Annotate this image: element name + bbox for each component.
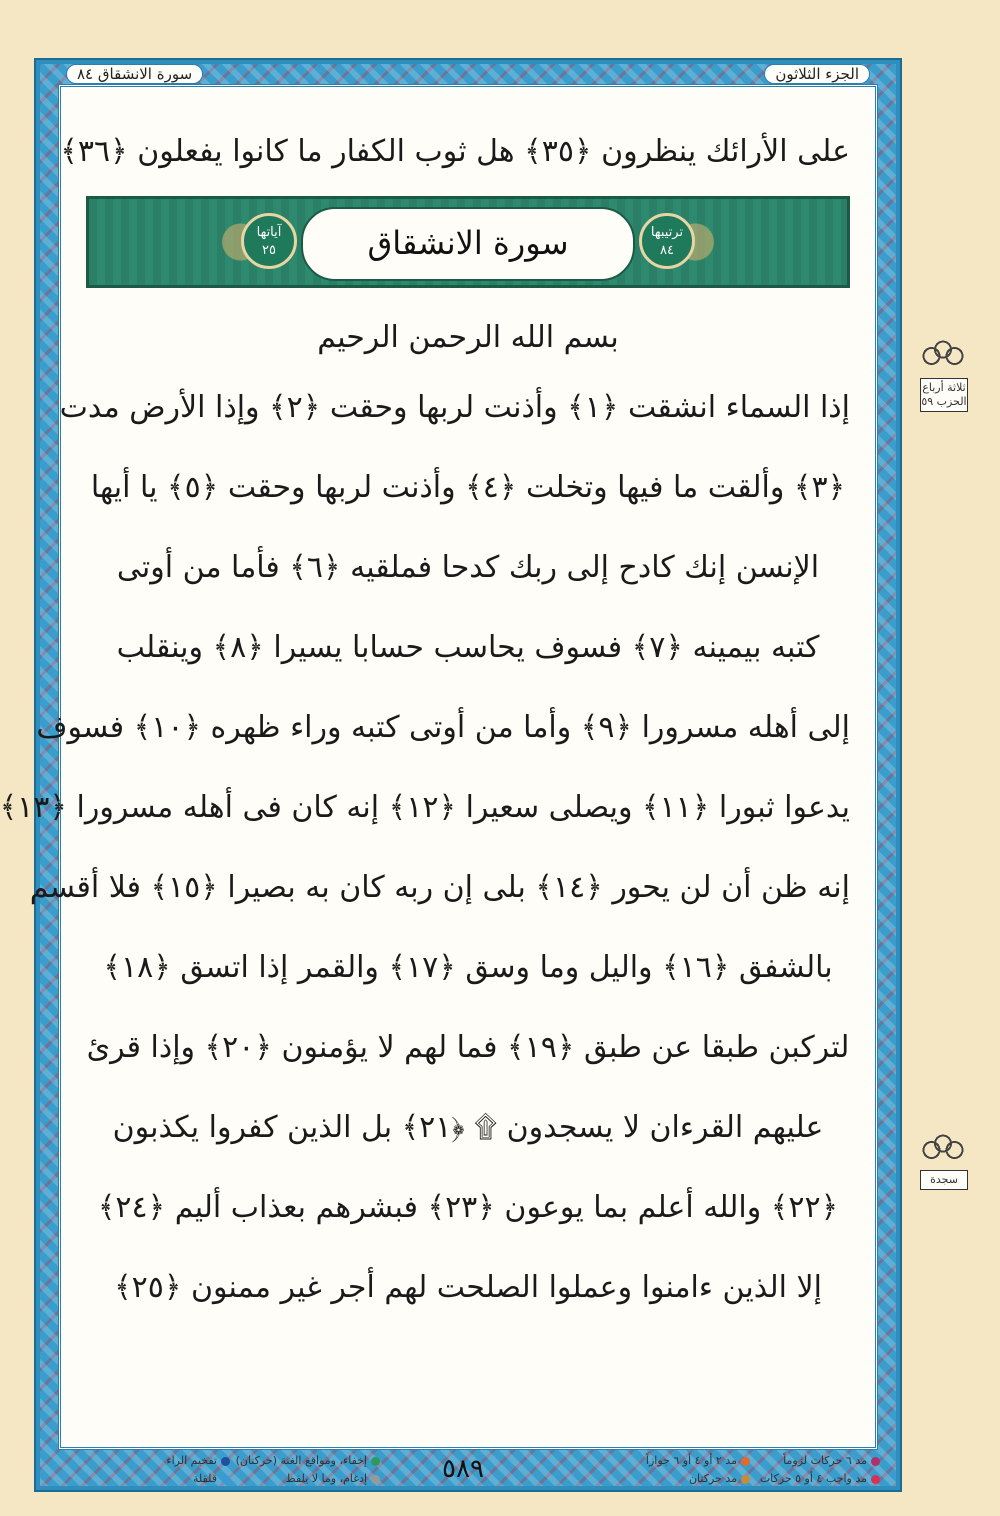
verses-count-medal — [241, 213, 297, 269]
verse-line: ﴿٣﴾ وألقت ما فيها وتخلت ﴿٤﴾ وأذنت لربها وحقت ﴿٥﴾ يا أيها — [90, 470, 846, 505]
verse-line: يدعوا ثبورا ﴿١١﴾ ويصلى سعيرا ﴿١٢﴾ إنه كان فى أهله مسرورا ﴿١٣﴾ — [0, 790, 850, 825]
hizb-marker: ثلاثة أرباع الحزب ٥٩ — [920, 378, 968, 412]
verse-line: إذا السماء انشقت ﴿١﴾ وأذنت لربها وحقت ﴿٢﴾ وإذا الأرض مدت — [59, 390, 850, 425]
legend-dot — [871, 1475, 880, 1484]
legend-dot — [741, 1457, 750, 1466]
legend-text: مد ٦ حركات لزوماً — [783, 1454, 867, 1467]
legend-item — [646, 1454, 750, 1467]
juz-label: الجزء الثلاثون — [764, 64, 870, 84]
surah-order-medal — [639, 213, 695, 269]
verses-count-label: آياتها — [256, 225, 282, 240]
page-header — [58, 62, 878, 84]
verse-line: إنه ظن أن لن يحور ﴿١٤﴾ بلى إن ربه كان به بصيرا ﴿١٥﴾ فلا أقسم — [29, 870, 850, 905]
verse-line-top: على الأرائك ينظرون ﴿٣٥﴾ هل ثوب الكفار ما كانوا يفعلون ﴿٣٦﴾ — [60, 134, 850, 169]
legend-text: قلقلة — [192, 1472, 217, 1485]
legend-item — [193, 1472, 230, 1485]
legend-dot — [371, 1457, 380, 1466]
legend-dot — [871, 1457, 880, 1466]
verse-line: عليهم القرءان لا يسجدون ۩ ﴿٢١﴾ بل الذين كفروا يكذبون — [112, 1110, 824, 1145]
verse-line: الإنسن إنك كادح إلى ربك كدحا فملقيه ﴿٦﴾ فأما من أوتى — [116, 550, 820, 585]
verse-line: كتبه بيمينه ﴿٧﴾ فسوف يحاسب حسابا يسيرا ﴿٨﴾ وينقلب — [116, 630, 820, 665]
legend-item — [286, 1472, 380, 1485]
verse-line: لتركبن طبقا عن طبق ﴿١٩﴾ فما لهم لا يؤمنون ﴿٢٠﴾ وإذا قرئ — [86, 1030, 850, 1065]
legend-item — [689, 1472, 750, 1485]
sajda-marker: سجدة — [920, 1170, 968, 1190]
legend-text: إخفاء، ومواقع الغنة (حركتان) — [235, 1454, 367, 1467]
verse-line: ﴿٢٢﴾ والله أعلم بما يوعون ﴿٢٣﴾ فبشرهم بعذاب أليم ﴿٢٤﴾ — [97, 1190, 839, 1225]
legend-text: إدغام، وما لا يلفظ — [285, 1472, 367, 1485]
legend-item — [166, 1454, 230, 1467]
verse-line: إلى أهله مسرورا ﴿٩﴾ وأما من أوتى كتبه وراء ظهره ﴿١٠﴾ فسوف — [36, 710, 850, 745]
legend-item — [236, 1454, 380, 1467]
legend-item — [760, 1472, 880, 1485]
legend-text: مد ٢ أو ٤ أو ٦ جوازاً — [645, 1454, 737, 1467]
legend-text: مد حركتان — [688, 1472, 737, 1485]
legend-dot — [221, 1475, 230, 1484]
sajda-ornament-icon — [920, 1134, 966, 1166]
legend-item — [783, 1454, 880, 1467]
verse-line: إلا الذين ءامنوا وعملوا الصلحت لهم أجر غير ممنون ﴿٢٥﴾ — [114, 1270, 822, 1305]
surah-order-label: ترتيبها — [650, 225, 684, 240]
legend-text: تفخيم الراء — [166, 1454, 217, 1467]
surah-order-value: ٨٤ — [660, 243, 674, 258]
page-number: ٥٨٩ — [442, 1454, 484, 1484]
hizb-ornament-icon — [920, 340, 966, 372]
legend-dot — [221, 1457, 230, 1466]
legend-dot — [741, 1475, 750, 1484]
legend-dot — [371, 1475, 380, 1484]
verses-count-value: ٢٥ — [262, 243, 276, 258]
mushaf-page — [0, 84, 878, 1450]
surah-title: سورة الانشقاق — [301, 207, 635, 281]
verse-line: بالشفق ﴿١٦﴾ واليل وما وسق ﴿١٧﴾ والقمر إذا اتسق ﴿١٨﴾ — [103, 950, 833, 985]
surah-page-label: سورة الانشقاق ٨٤ — [66, 64, 203, 84]
surah-banner — [86, 196, 850, 288]
legend-text: مد واجب ٤ أو ٥ حركات — [759, 1472, 867, 1485]
basmala: بسم الله الرحمن الرحيم — [317, 320, 619, 355]
tajweed-legend — [150, 1454, 880, 1490]
